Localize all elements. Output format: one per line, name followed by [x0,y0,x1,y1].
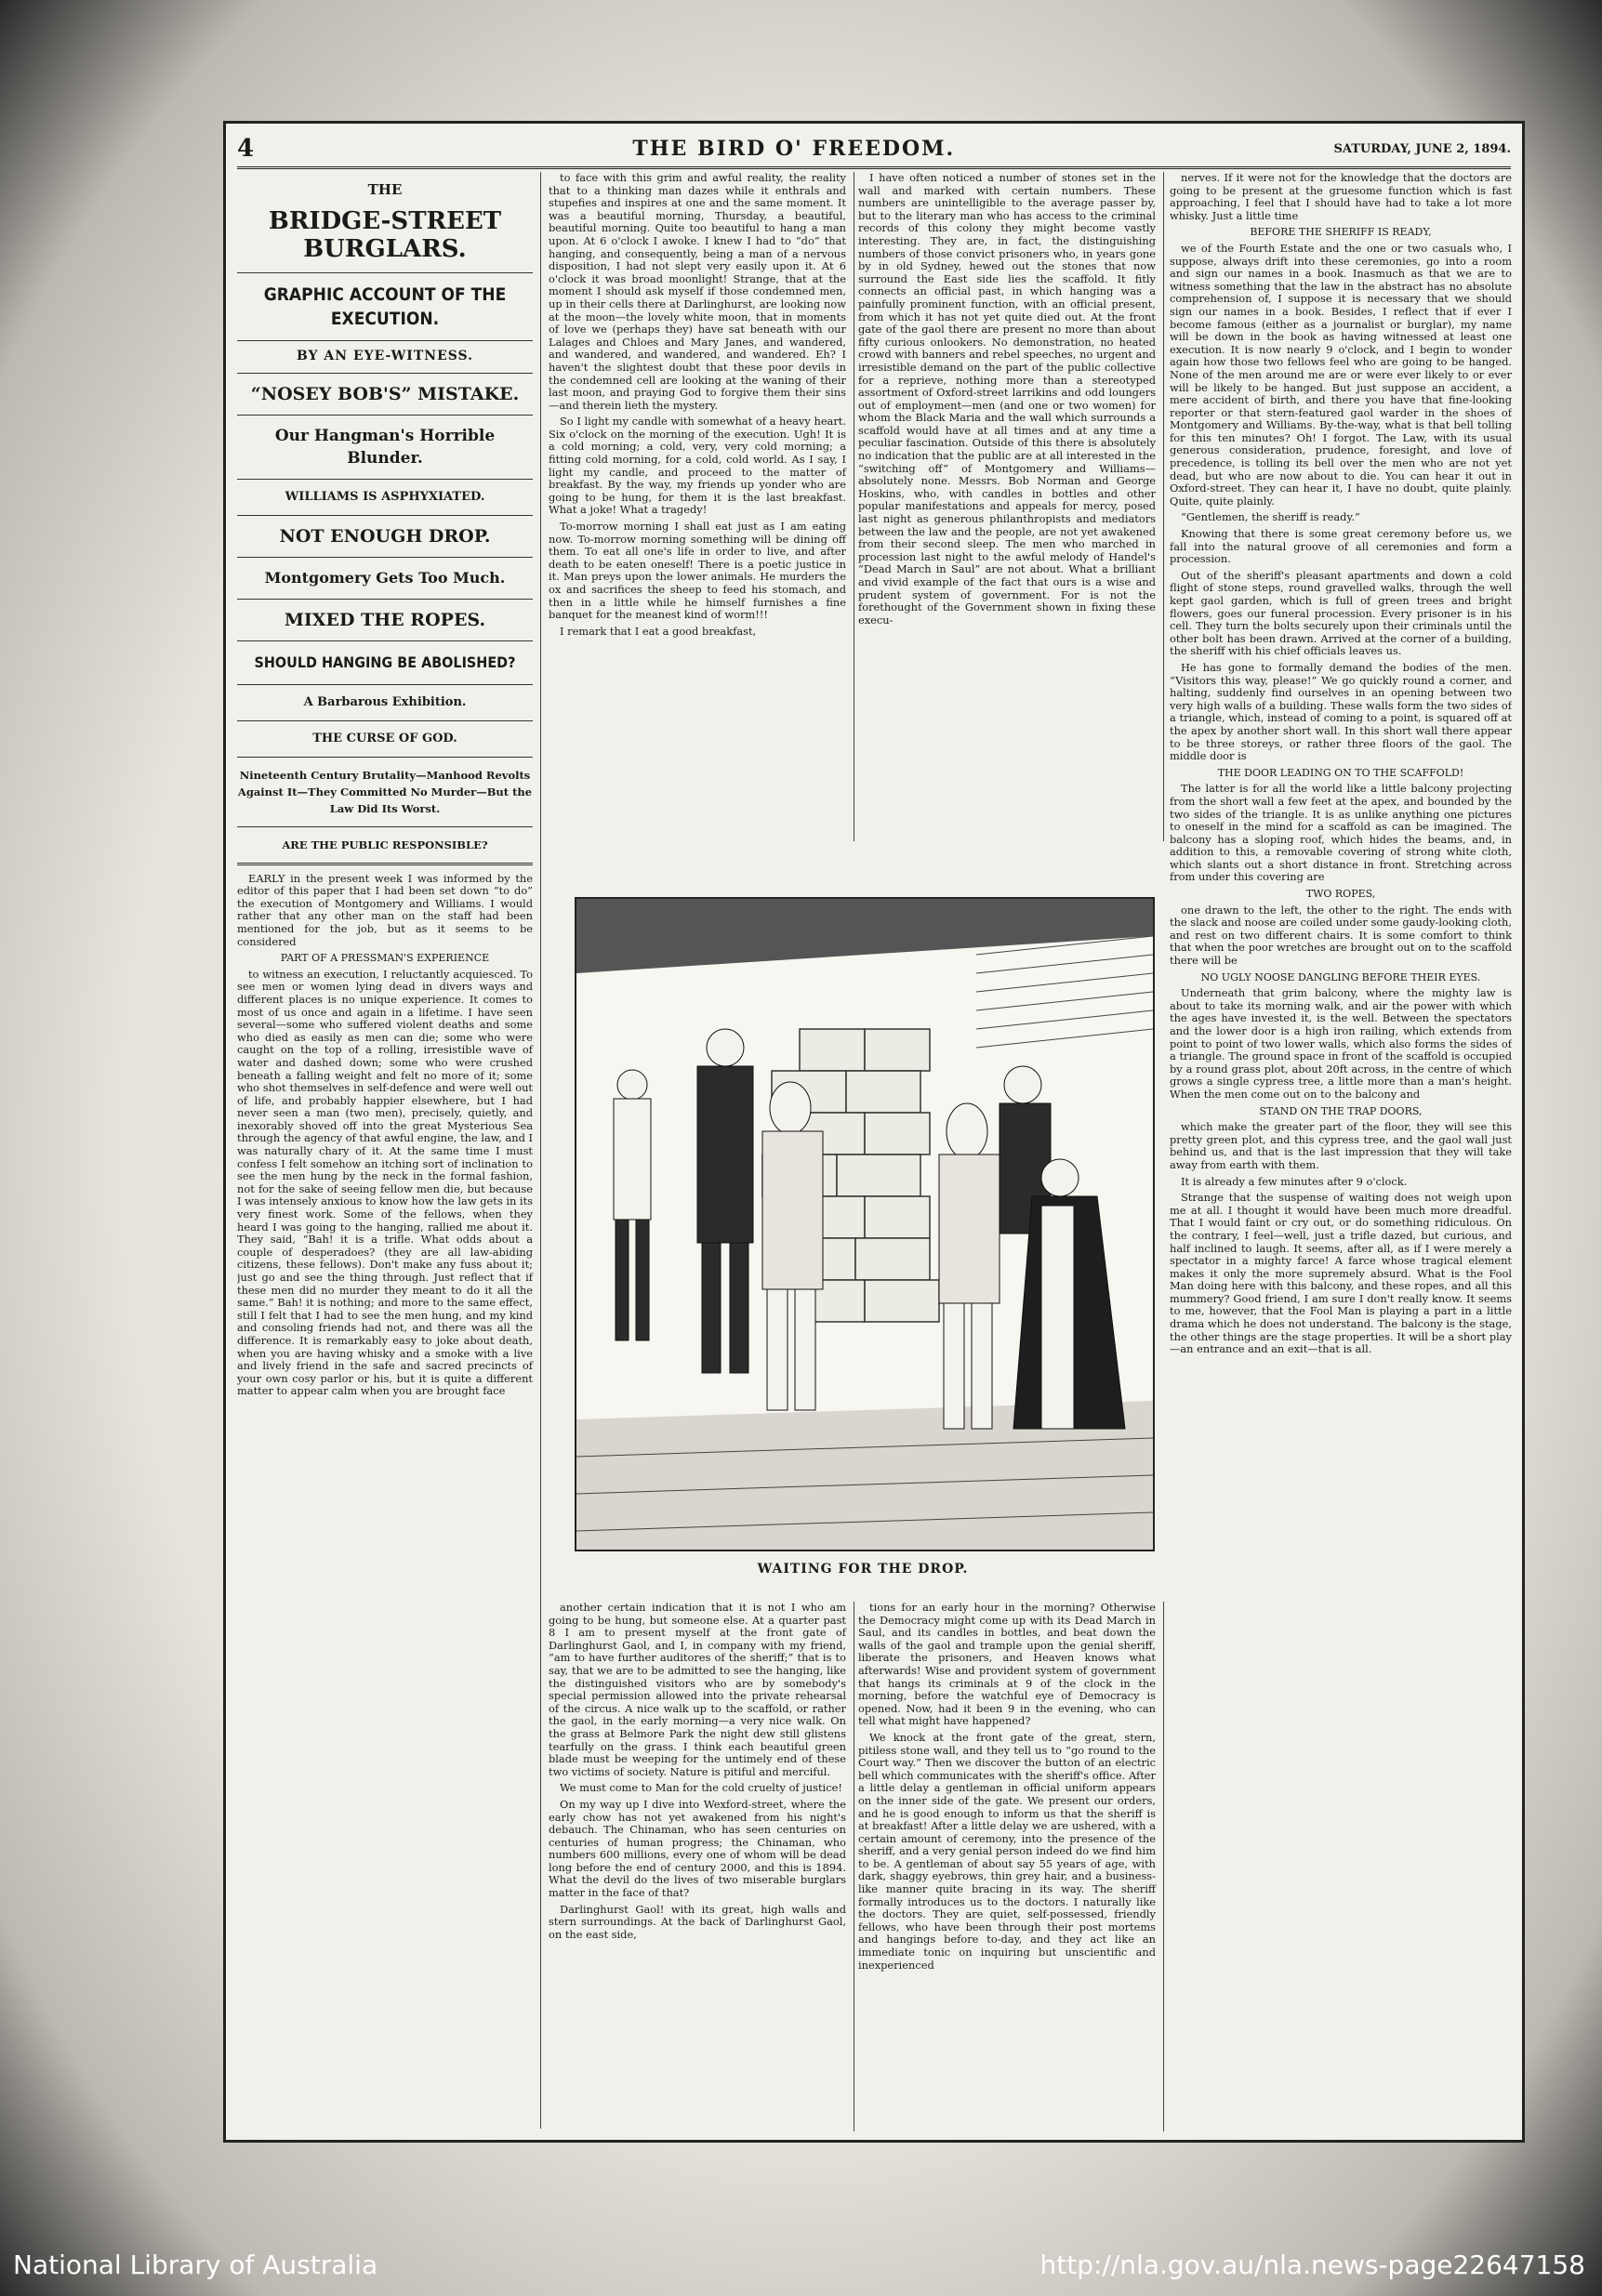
footer-library-name: National Library of Australia [13,2250,378,2280]
article-paragraph: another certain indication that it is not I who am going to be hung, but someone else. At a quarter past 8 I am to present myself at the front gate of Darlinghurst Gaol, and I, in company with my friend, “am to have further auditores of the sheriff;” that is to say, that we are to be admitted to see the hanging, like the distinguished visitors who are by somebody's special permission allowed into the private rehearsal of the circus. A nice walk up to the scaffold, or rather the gaol, in the early morning—a very nice walk. On the grass at Belmore Park the night dew still glistens tearfully on the grass. I think each beautiful green blade must be weeping for the untimely end of these two victims of society. Nature is pitiful and merciful. [549,1602,846,1778]
article-paragraph: to witness an execution, I reluctantly acquiesced. To see men or women lying dead in divers ways and different places is no unique experience. It comes to most of us once and again in a lifetime. I have seen several—some who suffered violent deaths and some who died as easily as men can die; some who were caught on the top of a rolling, irresistible wave of water and dashed down; some who were crushed beneath a falling weight and felt no more of it; some who shot themselves in self-defence and were well out of life, and probably happier elsewhere, but I had never seen a man (two men), precisely, quietly, and inexorably shoved off into the great Mysterious Sea through the agency of that awful engine, the law, and I was naturally chary of it. At the same time I must confess I felt somehow an itching sort of inclination to see the men hung by the neck in the formal fashion, not for the sake of seeing fellow men die, but because I was intensely anxious to know how the law gets in its very finest work. Some of the fellows, when they heard I was going to the hanging, rallied me about it. They said, “Bah! it is a trifle. What odds about a couple of desperadoes? (they are all law-abiding citizens, these fellows). Don't make any fuss about it; just go and see the thing through. Just reflect that if these men did no murder they meant to do it all the same.” Bah! it is nothing; and more to the same effect, still I felt that I had to see the men hung, and my kind and consoling friends had not, and there was all the difference. It is remarkably easy to joke about death, when you are having whisky and a smoke with a live and lively friend in the safe and sacred precincts of your own cosy parlor or his, but it is quite a different matter to appear calm when you are brought face [237,967,533,1398]
article-paragraph: EARLY in the present week I was informed by the editor of this paper that I had been set down “to do” the execution of Montgomery and Williams. I would rather that any other man on the staff had been mentioned for the job, but as it seems to be considered [237,871,533,948]
article-paragraph: Out of the sheriff's pleasant apartments and down a cold flight of stone steps, round gravelled walks, through the well kept gaol garden, which is full of green trees and bright flowers, goes our funeral procession. Every prisoner is in his cell. They turn the bolts securely upon their criminals until the other bolt has been drawn. Arrived at the corner of a building, the sheriff with his chief officials leaves us. [1170,568,1512,658]
headline-curse: THE CURSE OF GOD. [237,721,533,758]
execution-illustration [575,897,1155,1551]
headline-barbarous: A Barbarous Exhibition. [237,685,533,721]
headline-montgomery: Montgomery Gets Too Much. [237,558,533,600]
article-paragraph: I remark that I eat a good breakfast, [560,624,757,638]
subheading: PART OF A PRESSMAN'S EXPERIENCE [280,952,490,965]
column-3-bottom [858,1602,1164,2131]
article-paragraph: Underneath that grim balcony, where the mighty law is about to take its morning walk, and air the power with which the ages have invested it, is the well. Between the spectators and the lower door is a high iron railing, which extends from point to point of two lower walls, which also forms the sides of a triangle. The ground space in front of the scaffold is occupied by a round grass plot, about 20ft across, in the centre of which grows a single cypress tree, a little more than a man's height. When the men come out on to the balcony and [1170,986,1512,1101]
article-paragraph: To-morrow morning I shall eat just as I am eating now. To-morrow morning something will be dining off them. To eat all one's life in order to live, and after death to be eaten oneself! There is a poetic justice in it. Man preys upon the lower animals. He murders the ox and sacrifices the sheep to feed his stomach, and then in a little while he himself furnishes a fine banquet for the meanest kind of worm!!! [549,520,846,622]
article-paragraph: We must come to Man for the cold cruelty of justice! [560,1781,842,1795]
article-paragraph: On my way up I dive into Wexford-street, where the early chow has not yet awakened from his night's debauch. The Chinaman, who has seen centuries on centuries of human progress; the Chinaman, who numbers 600 millions, every one of whom will be dead long before the end of century 2000, and this is 1894. What the devil do the lives of two miserable burglars matter in the face of that? [549,1797,846,1900]
article-paragraph: one drawn to the left, the other to the right. The ends with the slack and noose are coiled under some gaudy-looking cloth, and rest on two different chairs. It is some comfort to think that when the poor wretches are brought out on to the scaffold there will be [1170,903,1512,968]
column-4 [1170,172,1512,2129]
article-paragraph: The latter is for all the world like a little balcony projecting from the short wall a few feet at the apex, and bounded by the two sides of the triangle. It is as unlike anything one pictures to oneself in the mind for a scaffold as can be imagined. The balcony has a sloping roof, which hides the beams, and, in addition to this, a removable covering of strong white cloth, which slants out a short distance in front. Stretching across from under this covering are [1170,782,1512,884]
article-paragraph: to face with this grim and awful reality, the reality that to a thinking man dazes while it enthrals and stupefies and inspires at one and the same moment. It was a beautiful morning, Thursday, a beautiful, beautiful morning. Quite too beautiful to hang a man upon. At 6 o'clock I awoke. I knew I had to “do” that hanging, and consequently, being a man of a nervous disposition, I had not slept very easily upon it. At 6 o'clock it was broad moonlight! Strange, that at the moment I should ask myself if those condemned men, up in their cells there at Darlinghurst, are looking now at the moon—the lovely white moon, that in moments of love we (perhaps they) have sat beneath with our Lalages and Chloes and Mary Janes, and wandered, and wandered, and wandered, and wandered. Eh? I haven't the slightest doubt that these poor devils in the condemned cell are looking at the waning of their last moon, and praying God to forgive them their sins—and therein lieth the mystery. [549,172,846,412]
issue-date: SATURDAY, JUNE 2, 1894. [1333,141,1511,156]
headline-abolished: SHOULD HANGING BE ABOLISHED? [237,641,533,685]
illustration-engraving [576,899,1153,1550]
headline-drop: NOT ENOUGH DROP. [237,516,533,558]
column-1 [237,172,541,2129]
article-paragraph: So I light my candle with somewhat of a heavy heart. Six o'clock on the morning of the execution. Ugh! It is a cold morning; a cold, very, very cold morning; a fitting cold morning, for a cold, cold world. As I say, I light my candle, and proceed to the matter of breakfast. By the way, my friends up yonder who are going to be hung, for them it is the last breakfast. What a joke! What a tragedy! [549,415,846,517]
headline-eyewitness: BY AN EYE-WITNESS. [237,341,533,374]
subheading: THE DOOR LEADING ON TO THE SCAFFOLD! [1217,766,1464,779]
article-paragraph: tions for an early hour in the morning? Otherwise the Democracy might come up with its Dead March in Saul, and its candles in bottles, and beat down the walls of the gaol and trample upon the genial sheriff, liberate the prisoners, and Heaven knows what afterwards! Wise and provident system of government that hangs its criminals at 9 of the clock in the morning, before the watchful eye of Democracy is opened. Now, had it been 9 in the evening, who can tell what might have happened? [858,1602,1156,1728]
footer-url[interactable]: http://nla.gov.au/nla.news-page22647158 [1039,2250,1585,2280]
article-paragraph: which make the greater part of the floor, they will see this pretty green plot, and this cypress tree, and the gaol wall just behind us, and that is the last impression that they will take away from earth with them. [1170,1120,1512,1171]
illustration-caption: WAITING FOR THE DROP. [757,1562,969,1577]
headline-kicker: THE [367,181,403,198]
article-paragraph: It is already a few minutes after 9 o'clock. [1181,1174,1408,1188]
subheading: STAND ON THE TRAP DOORS, [1259,1104,1423,1117]
article-paragraph: Knowing that there is some great ceremony before us, we fall into the natural groove of all ceremonies and form a procession. [1170,527,1512,566]
article-paragraph: Darlinghurst Gaol! with its great, high walls and stern surroundings. At the back of Darlinghurst Gaol, on the east side, [549,1902,846,1941]
column-2-top [549,172,854,841]
headline-hangman: Our Hangman's Horrible Blunder. [237,416,533,480]
subheading: NO UGLY NOOSE DANGLING BEFORE THEIR EYES. [1200,970,1481,983]
headline-brutality: Nineteenth Century Brutality—Manhood Revolts Against It—They Committed No Murder—But the Law Did Its Worst. [237,758,533,827]
article-paragraph: We knock at the front gate of the great, stern, pitiless stone wall, and they tell us to “go round to the Court way.” Then we discover the button of an electric bell which communicates with the sheriff's office. After a little delay a gentleman in official uniform appears on the inner side of the gate. We present our orders, and he is good enough to inform us that the sheriff is at breakfast! After a little delay we are ushered, with a certain amount of ceremony, into the presence of the sheriff, and a very genial person indeed do we find him to be. A gentleman of about say 55 years of age, with dark, shaggy eyebrows, thin grey hair, and a business-like manner quite bracing in its way. The sheriff formally introduces us to the doctors. I naturally like the doctors. They are quiet, self-possessed, friendly fellows, who have been through their post mortems and hangings before to-day, and they act like an immediate tonic on inquiring but unscientific and inexperienced [858,1730,1156,1972]
headline-ropes: MIXED THE ROPES. [237,600,533,641]
article-paragraph: I have often noticed a number of stones set in the wall and marked with certain numbers. These numbers are unintelligible to the average passer by, but to the literary man who has access to the criminal records of this colony they might become vastly interesting. They are, in fact, the distinguishing numbers of those convict prisoners who, in years gone by in old Sydney, hewed out the stones that now surround the East side lies the scaffold. It fitly connects an official past, in which hanging was a painfully prominent function, with an official present, from which it has not yet quite died out. At the front gate of the gaol there are present no more than about fifty curious onlookers. No demonstration, no heated crowd with banners and rebel speeches, no urgent and irresistible demand on the part of the public collective for a reprieve, nothing more than a stereotyped assortment of Oxford-street larrikins and odd loungers out of employment—men (and one or two women) for whom the Black Maria and the wall which surrounds a scaffold would have at all times and at any time a peculiar fascination. Outside of this there is absolutely no indication that the public are at all interested in the “switching off” of Montgomery and Williams—absolutely none. Messrs. Bob Norman and George Hoskins, who, with candles in bottles and other popular manifestations and appeals for mercy, posed last night as generous philanthropists and mediators between the law and the people, are not yet awakened from their second sleep. The men who marched in procession last night to the awful melody of Handel's “Dead March in Saul” are not about. What a brilliant and vivid example of the fact that ours is a wise and prudent system of government. For is not the forethought of the Government shown in fixing these execu- [858,172,1156,627]
page-number: 4 [237,135,255,163]
article-paragraph: Strange that the suspense of waiting does not weigh upon me at all. I thought it would have been much more dreadful. That I would faint or cry out, or do something ridiculous. On the contrary, I feel—well, just a trifle dazed, but curious, and half inclined to laugh. It seems, after all, as if I were merely a spectator in a mighty farce! A farce whose tragical element makes it only the more supremely absurd. What is the Fool Man doing here with this balcony, and these ropes, and all this mummery? Good friend, I am sure I don't really know. It seems to me, however, that the Fool Man is playing a part in a little drama which he does not understand. The balcony is the stage, the other things are the stage properties. It will be a short play—an entrance and an exit—that is all. [1170,1191,1512,1356]
subheading: BEFORE THE SHERIFF IS READY, [1250,226,1432,239]
headline-graphic: GRAPHIC ACCOUNT OF THE EXECUTION. [237,273,533,341]
column-2-bottom [549,1602,854,2131]
article-paragraph: He has gone to formally demand the bodies of the men. “Visitors this way, please!” We go quickly round a corner, and halting, suddenly find ourselves in an opening between two very high walls of a building. These walls form the two sides of a triangle, which, instead of coming to a point, is squared off at the apex by another short wall. In this short wall there appear to be three storeys, or rather three floors of the gaol. The middle door is [1170,660,1512,763]
masthead [237,131,1511,169]
headline-main: BRIDGE-STREET BURGLARS. [237,204,533,273]
article-paragraph: “Gentlemen, the sheriff is ready.” [1181,510,1360,524]
article-paragraph: nerves. If it were not for the knowledge that the doctors are going to be present at the gruesome function which is fast approaching, I feel that I should have had to take a lot more whisky. Just a little time [1170,172,1512,222]
subheading: TWO ROPES, [1305,888,1376,901]
paper-title: THE BIRD O' FREEDOM. [632,137,956,161]
headline-williams: WILLIAMS IS ASPHYXIATED. [237,480,533,516]
headline-public: ARE THE PUBLIC RESPONSIBLE? [237,827,533,865]
column-3-top [858,172,1164,841]
article-paragraph: we of the Fourth Estate and the one or two casuals who, I suppose, always drift into these ceremonies, go into a room and sign our names in a book. Inasmuch as that we are to witness something that the law in the abstract has no absolute comprehension of, I suppose it is necessary that we should sign our names in a book. Besides, I reflect that if ever I become famous (either as a journalist or burglar), my name will be down in the book as having witnessed at least one execution. It is now nearly 9 o'clock, and I begin to wonder again how those two fellows feel who are going to be hanged. None of the men around me are or were ever likely to or ever will be likely to be hanged. But just suppose an accident, a mere accident of birth, and there you have that fine-looking reporter or that stern-featured gaol warder in the shoes of Montgomery and Williams. By-the-way, what is that bell tolling for this ten minutes? Oh! I forgot. The Law, with its usual generous consideration, prudence, foresight, and love of precedence, is tolling its bell over the men who are not yet dead, but who are now about to die. You can hear it out in Oxford-street. They can hear it, I have no doubt, quite plainly. Quite, quite plainly. [1170,241,1512,508]
headline-nosey-bob: “NOSEY BOB'S” MISTAKE. [237,374,533,416]
